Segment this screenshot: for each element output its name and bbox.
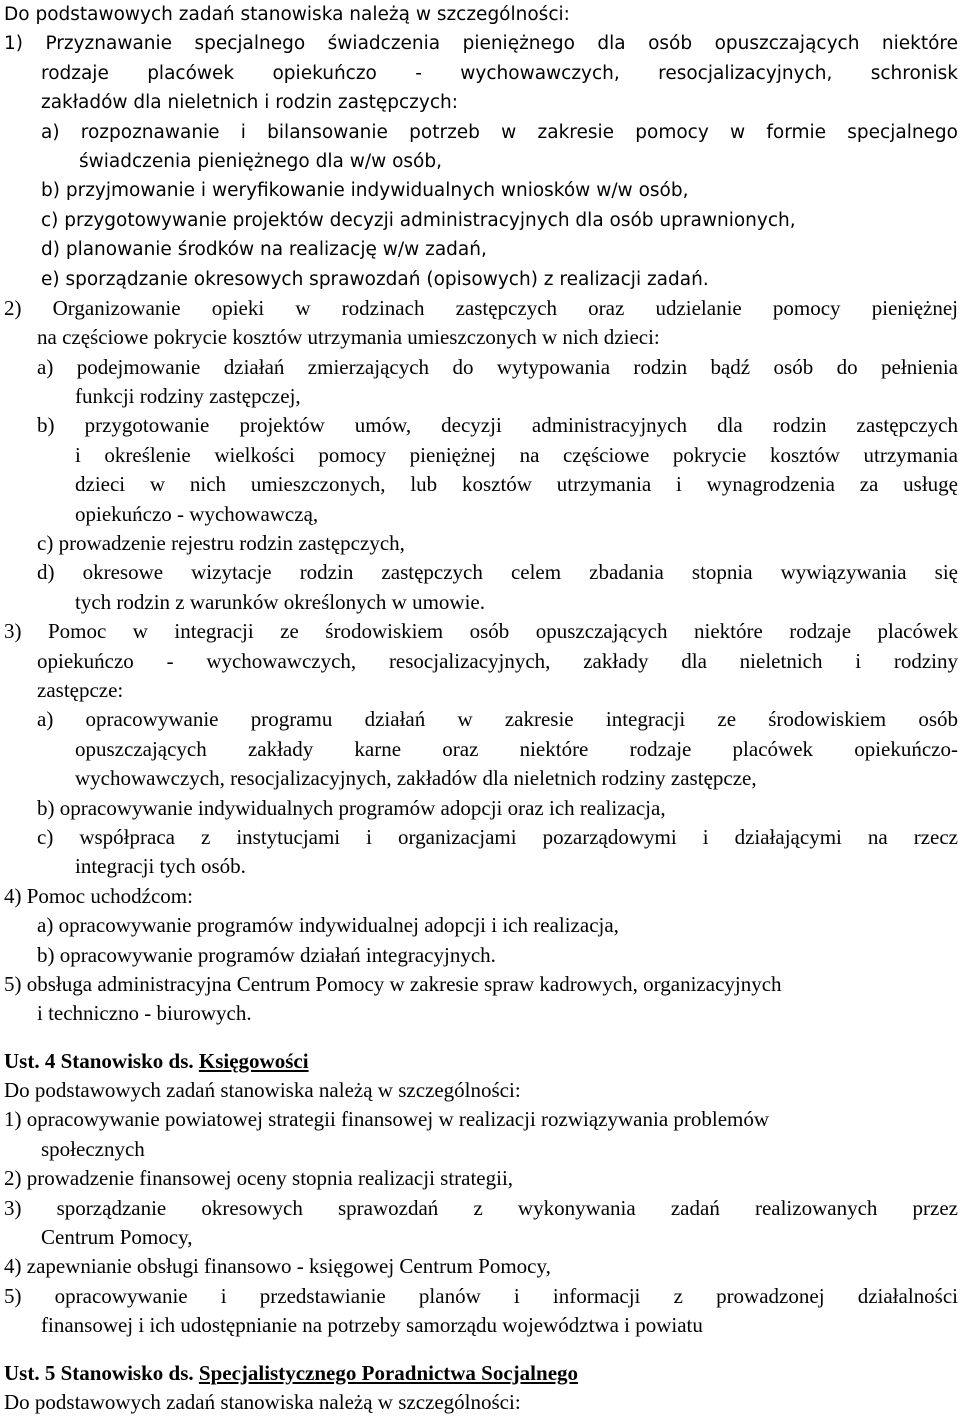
- item-5-cont: i techniczno - biurowych.: [37, 1001, 252, 1026]
- section-intro: Do podstawowych zadań stanowiska należą w szczególności:: [4, 1389, 521, 1414]
- subitem-3b: b) opracowywanie indywidualnych programów adopcji oraz ich realizacja,: [37, 795, 666, 820]
- heading-prefix: Ust. 4 Stanowisko ds.: [4, 1048, 199, 1073]
- item-4: 4) Pomoc uchodźcom:: [4, 883, 193, 908]
- section-intro: Do podstawowych zadań stanowiska należą w szczególności:: [4, 4, 570, 25]
- subitem-1e: e) sporządzanie okresowych sprawozdań (opisowych) z realizacji zadań.: [41, 268, 709, 290]
- subitem-1b: b) przyjmowanie i weryfikowanie indywidualnych wniosków w/w osób,: [41, 180, 689, 202]
- item-1-line: zakładów dla nieletnich i rodzin zastępczych:: [41, 92, 458, 114]
- document-page: [4, 0, 958, 1417]
- heading-underlined: Księgowości: [198, 1048, 309, 1073]
- section-heading-ust-4: [4, 1047, 958, 1076]
- subitem-4b: b) opracowywanie programów działań integracyjnych.: [37, 942, 496, 967]
- item-3-cont: opiekuńczo - wychowawczych, resocjalizacyjnych, zakłady dla nieletnich i rodziny: [37, 648, 958, 673]
- section-heading-ust-5: [4, 1359, 958, 1388]
- subitem-1d: d) planowanie środków na realizację w/w zadań,: [41, 239, 487, 261]
- subitem-2b-cont: dzieci w nich umieszczonych, lub kosztów utrzymania i wynagrodzenia za usługę: [75, 472, 958, 497]
- subitem-2a: a) podejmowanie działań zmierzających do wytypowania rodzin bądź osób do pełnienia: [37, 354, 958, 379]
- ust4-item-3-cont: Centrum Pomocy,: [41, 1225, 193, 1250]
- heading-prefix: Ust. 5 Stanowisko ds.: [4, 1360, 199, 1385]
- section-intro: Do podstawowych zadań stanowiska należą w szczególności:: [4, 1078, 521, 1103]
- item-1-line: rodzaje placówek opiekuńczo - wychowawczych, resocjalizacyjnych, schronisk: [41, 62, 958, 84]
- subitem-4a: a) opracowywanie programów indywidualnej adopcji i ich realizacja,: [37, 913, 619, 938]
- subitem-2b-cont: opiekuńczo - wychowawczą,: [75, 501, 319, 526]
- item-1-line: 1) Przyznawanie specjalnego świadczenia pieniężnego dla osób opuszczających niektóre: [4, 33, 958, 55]
- subitem-2b: b) przygotowanie projektów umów, decyzji administracyjnych dla rodzin zastępczych: [37, 413, 958, 438]
- subitem-2c: c) prowadzenie rejestru rodzin zastępczych,: [37, 531, 405, 556]
- subitem-3c: c) współpraca z instytucjami i organizacjami pozarządowymi i działającymi na rzecz: [37, 824, 958, 849]
- subitem-3a-cont: wychowawczych, resocjalizacyjnych, zakładów dla nieletnich rodziny zastępcze,: [75, 766, 757, 791]
- subitem-1a-cont: świadczenia pieniężnego dla w/w osób,: [79, 150, 442, 172]
- subitem-1a: a) rozpoznawanie i bilansowanie potrzeb w zakresie pomocy w formie specjalnego: [41, 121, 958, 143]
- ust4-item-2: 2) prowadzenie finansowej oceny stopnia realizacji strategii,: [4, 1166, 514, 1191]
- heading-underlined: Specjalistycznego Poradnictwa Socjalnego: [198, 1360, 579, 1385]
- item-3-cont: zastępcze:: [37, 677, 124, 702]
- ust4-item-4: 4) zapewnianie obsługi finansowo - księgowej Centrum Pomocy,: [4, 1254, 551, 1279]
- spacer: [4, 1029, 958, 1047]
- ust4-item-5-cont: finansowej i ich udostępnianie na potrzeby samorządu województwa i powiatu: [41, 1313, 703, 1338]
- item-5: 5) obsługa administracyjna Centrum Pomocy w zakresie spraw kadrowych, organizacyjnych: [4, 971, 782, 996]
- item-3: 3) Pomoc w integracji ze środowiskiem osób opuszczających niektóre rodzaje placówek: [4, 619, 958, 644]
- subitem-2d-cont: tych rodzin z warunków określonych w umowie.: [75, 589, 485, 614]
- spacer: [4, 1341, 958, 1359]
- ust4-item-1-cont: społecznych: [41, 1136, 145, 1161]
- subitem-2b-cont: i określenie wielkości pomocy pieniężnej na częściowe pokrycie kosztów utrzymania: [75, 442, 958, 467]
- subitem-2a-cont: funkcji rodziny zastępczej,: [75, 384, 301, 409]
- item-2-cont: na częściowe pokrycie kosztów utrzymania umieszczonych w nich dzieci:: [37, 325, 660, 350]
- ust4-item-5: 5) opracowywanie i przedstawianie planów i informacji z prowadzonej działalności: [4, 1283, 958, 1308]
- subitem-3a-cont: opuszczających zakłady karne oraz niektóre rodzaje placówek opiekuńczo-: [75, 736, 958, 761]
- ust4-item-3: 3) sporządzanie okresowych sprawozdań z wykonywania zadań realizowanych przez: [4, 1195, 958, 1220]
- item-2: 2) Organizowanie opieki w rodzinach zastępczych oraz udzielanie pomocy pieniężnej: [4, 295, 958, 320]
- subitem-3c-cont: integracji tych osób.: [75, 854, 246, 879]
- subitem-1c: c) przygotowywanie projektów decyzji administracyjnych dla osób uprawnionych,: [41, 209, 796, 231]
- ust4-item-1: 1) opracowywanie powiatowej strategii finansowej w realizacji rozwiązywania problemów: [4, 1107, 770, 1132]
- subitem-3a: a) opracowywanie programu działań w zakresie integracji ze środowiskiem osób: [37, 707, 958, 732]
- subitem-2d: d) okresowe wizytacje rodzin zastępczych celem zbadania stopnia wywiązywania się: [37, 560, 958, 585]
